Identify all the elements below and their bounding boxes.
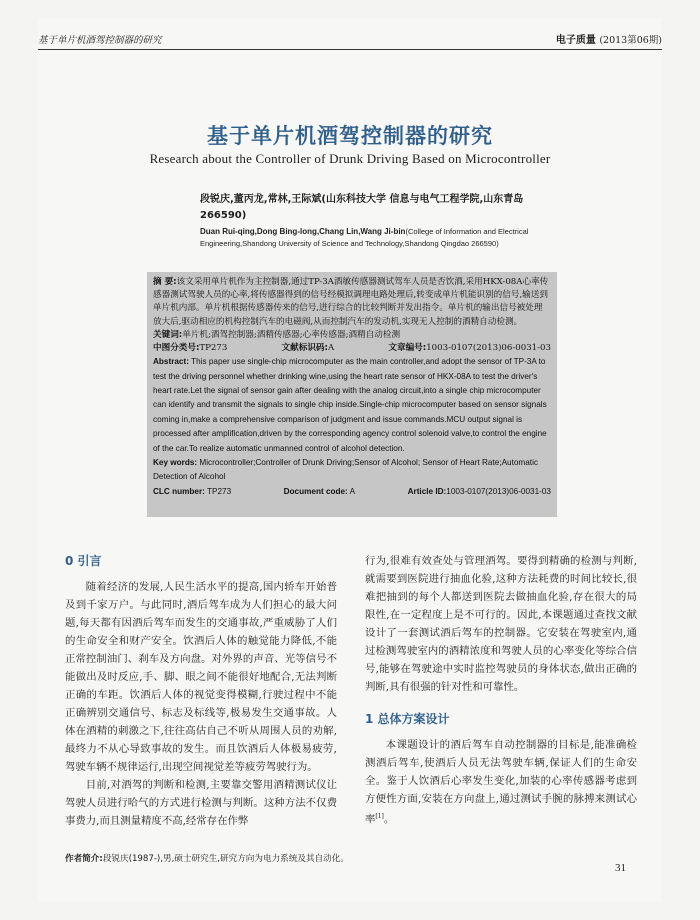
section-heading-design: 1 总体方案设计 [365,712,450,726]
running-head-journal: 电子质量 (2013第06期) [555,35,662,46]
body-column-right [365,552,637,828]
paragraph: 目前,对酒驾的判断和检测,主要靠交警用酒精测试仪让驾驶人员进行哈气的方式进行检测与判断。这种方法不仅费事费力,而且测量精度不高,经常存在作弊 [65,779,337,827]
classification-row-cn: 中图分类号:TP273 文献标识码:A 文章编号:1003-0107(2013)06-0031-03 [153,343,551,354]
paper-title-en: Research about the Controller of Drunk Driving Based on Microcontroller [149,151,551,166]
authors-en [200,226,570,250]
running-head [38,30,662,46]
paragraph: 行为,很难有效查处与管理酒驾。要得到精确的检测与判断,就需要到医院进行抽血化验,这种方法耗费的时间比较长,很难把抽到的每个人都送到医院去做抽血化验,存在很大的局限性,在一定程度上是不可行的。因此,本课题通过查找文献设计了一套测试酒后驾车的控制器。它安装在驾驶室内,通过检测驾驶室内的酒精浓度和驾驶人员的心率变化等综合信号,能够在驾驶途中实时监控驾驶员的身体状态,做出正确的判断,具有很强的针对性和可靠性。 [365,555,637,693]
keywords-en: Key words: Microcontroller;Controller of Drunk Driving;Sensor of Alcohol; Sensor of Heart Rate;Automatic Detection of Alcohol [153,458,538,482]
author-block [200,192,570,250]
paragraph: 随着经济的发展,人民生活水平的提高,国内轿车开始普及到千家万户。与此同时,酒后驾车成为人们担心的最大问题,每天都有因酒后驾车而发生的交通事故,严重威胁了人们的生命安全和财产安全。饮酒后人体的触觉能力降低,不能正常控制油门、刹车及方向盘。对外界的声音、光等信号不能做出及时反应,手、脚、眼之间不能很好地配合,无法判断正确的车距。饮酒后人体的视觉变得模糊,行驶过程中不能正确辨别交通信号、标志及标线等,极易发生交通事故。人体在酒精的刺激之下,往往高估自己不听从周围人员的劝解,最终力不从心导致事故的发生。而且饮酒后人体极易疲劳,驾驶车辆不规律运行,出现空间视觉差等疲劳驾驶行为。 [65,581,337,773]
citation: [1] [375,813,384,820]
running-head-title: 基于单片机酒驾控制器的研究 [38,35,162,46]
body-column-left [65,552,337,830]
header-rule [38,49,662,50]
abstract-box [147,272,557,517]
authors-cn: 段锐庆,董丙龙,常林,王际斌(山东科技大学 信息与电气工程学院,山东青岛 266590) [200,194,524,221]
authors-en-affiliation: (College of Information and Electrical Engineering,Shandong University of Science and Technology,Shandong Qingdao 266590) [200,227,529,248]
classification-row-en: CLC number: TP273 Document code: A Article ID:1003-0107(2013)06-0031-03 [153,486,551,496]
paper-title-cn: 基于单片机酒驾控制器的研究 [207,124,493,148]
paragraph: 本课题设计的酒后驾车自动控制器的目标是,能准确检测酒后驾车,使酒后人员无法驾驶车辆,保证人们的生命安全。鉴于人饮酒后心率发生变化,加装的心率传感器考虑到方便性方面,安装在方向盘上,通过测试手腕的脉搏来测试心率[1]。 [365,739,637,826]
abstract-cn: 摘 要:该文采用单片机作为主控制器,通过TP-3A酒敏传感器测试驾车人员是否饮酒,采用HKX-08A心率传感器测试驾驶人员的心率,将传感器得到的信号经模拟调理电路处理后,转变成单片机能识别的信号,输送到单片机内部。单片机根据传感器传来的信号,进行综合的比较判断并发出指令。单片机的输出信号被处理放大后,驱动相应的机构控制汽车的电磁阀,从而控制汽车的发动机,实现无人控制的酒精自动检测。 [153,277,549,327]
page-number: 31 [615,862,626,874]
author-footnote: 作者简介:段锐庆(1987-),男,硕士研究生,研究方向为电力系统及其自动化。 [65,854,349,864]
abstract-en: Abstract: This paper use single-chip microcomputer as the main controller,and adopt the sensor of TP-3A to test the driving personnel whether drinking wine,using the heart rate sensor of HKX-08A to test the driver's heart rate.Let the signal of sensor gain after dealing with the analog circuit,into a single chip microcomputer can identify and transmit the signals to single chip inside.Single-chip microcomputer based on sensor signals coming in,make a comprehensive comparison of judgment and issue commands.MCU output signal is processed after amplification,driven by the corresponding agency control solenoid valve,to control the engine of the car.To realize automatic unmanned control of alcohol detection. [153,357,547,453]
running-head-issue: (2013第06期) [599,35,662,46]
abstract-en-block [153,355,551,499]
keywords-cn: 关键词:单片机;酒驾控制器;酒精传感器;心率传感器;酒精自动检测 [153,329,401,340]
authors-en-names: Duan Rui-qing,Dong Bing-long,Chang Lin,Wang Ji-bin [200,227,406,236]
section-heading-introduction: 0 引言 [65,554,102,568]
